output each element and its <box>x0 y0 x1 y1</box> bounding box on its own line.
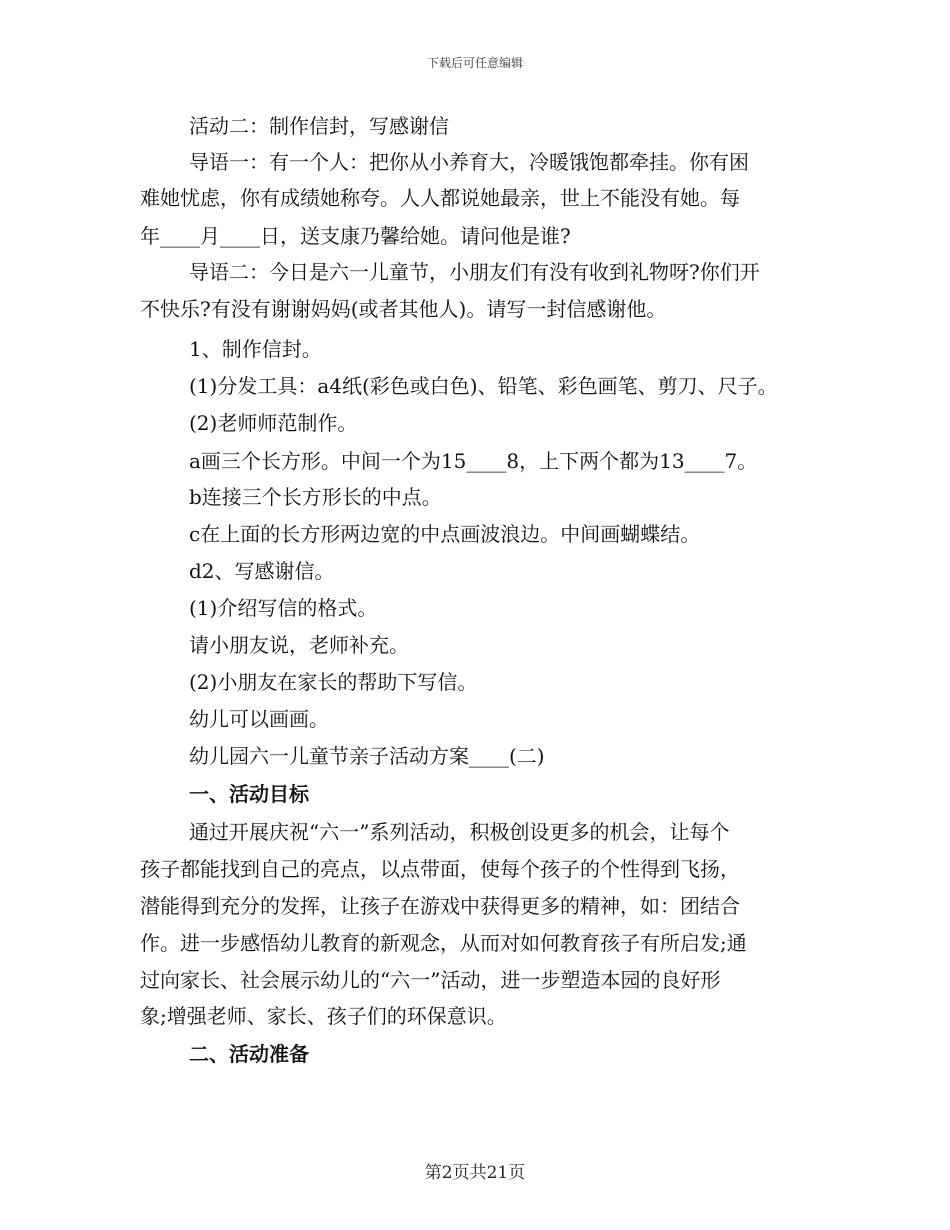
intro-two-line: 导语二：今日是六一儿童节，小朋友们有没有收到礼物呀?你们开 <box>189 260 760 284</box>
section-heading-goals: 一、活动目标 <box>189 782 309 806</box>
step-line: (1)分发工具：a4纸(彩色或白色)、铅笔、彩色画笔、剪刀、尺子。 <box>189 374 778 398</box>
intro-two-line: 不快乐?有没有谢谢妈妈(或者其他人)。请写一封信感谢他。 <box>140 297 667 321</box>
step-line: (2)老师师范制作。 <box>189 411 358 435</box>
step-letter-heading: d2、写感谢信。 <box>189 559 335 583</box>
paragraph-line: 象;增强老师、家长、孩子们的环保意识。 <box>140 1004 507 1028</box>
step-line: c在上面的长方形两边宽的中点画波浪边。中间画蝴蝶结。 <box>189 522 701 546</box>
intro-one-line: 年____月____日，送支康乃馨给她。请问他是谁? <box>140 224 571 248</box>
plan-title: 幼儿园六一儿童节亲子活动方案____(二) <box>189 744 545 768</box>
step-envelope-heading: 1、制作信封。 <box>189 337 322 361</box>
paragraph-line: 作。进一步感悟幼儿教育的新观念，从而对如何教育孩子有所启发;通 <box>140 931 747 955</box>
step-line: 请小朋友说，老师补充。 <box>189 633 409 657</box>
step-line: 幼儿可以画画。 <box>189 707 329 731</box>
intro-one-line: 导语一：有一个人：把你从小养育大，冷暖饿饱都牵挂。你有困 <box>189 150 749 174</box>
step-line: b连接三个长方形长的中点。 <box>189 485 442 509</box>
paragraph-line: 孩子都能找到自己的亮点，以点带面，使每个孩子的个性得到飞扬， <box>140 857 740 881</box>
page-number: 第2页共21页 <box>424 1163 526 1183</box>
activity-two-heading: 活动二：制作信封，写感谢信 <box>189 114 449 138</box>
paragraph-line: 过向家长、社会展示幼儿的“六一”活动，进一步塑造本园的良好形 <box>140 968 721 992</box>
section-heading-preparation: 二、活动准备 <box>189 1042 309 1066</box>
intro-one-line: 难她忧虑，你有成绩她称夸。人人都说她最亲，世上不能没有她。每 <box>140 186 740 210</box>
paragraph-line: 通过开展庆祝“六一”系列活动，积极创设更多的机会，让每个 <box>189 820 730 844</box>
step-line: (2)小朋友在家长的帮助下写信。 <box>189 670 478 694</box>
step-line: (1)介绍写信的格式。 <box>189 596 378 620</box>
page-header: 下载后可任意编辑 <box>426 56 523 70</box>
paragraph-line: 潜能得到充分的发挥，让孩子在游戏中获得更多的精神，如：团结合 <box>140 894 740 918</box>
step-line: a画三个长方形。中间一个为15____8，上下两个都为13____7。 <box>189 449 758 473</box>
